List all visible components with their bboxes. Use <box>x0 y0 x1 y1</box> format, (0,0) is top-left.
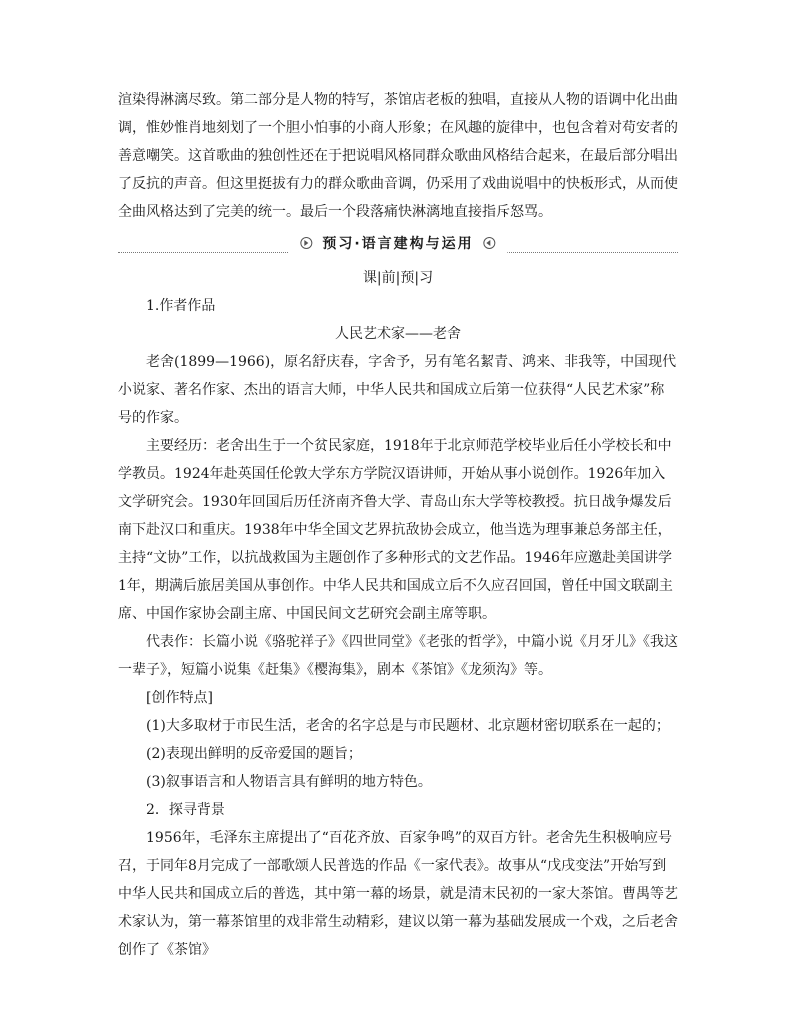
feature-item: (3)叙事语言和人物语言具有鲜明的地方特色。 <box>146 774 432 790</box>
intro-paragraph: 渲染得淋漓尽致。第二部分是人物的特写，茶馆店老板的独唱，直接从人物的语调中化出曲调，惟妙惟肖地刻划了一个胆小怕事的小商人形象；在风趣的旋律中，也包含着对苟安者的善意嘲笑。这首歌曲的独创性还在于把说唱风格同群众歌曲风格结合起来，在最后部分唱出了反抗的声音。但这里挺拔有力的群众歌曲音调，仍采用了戏曲说唱中的快板形式，从而使全曲风格达到了完美的统一。最后一个段落痛快淋漓地直接指斥怒骂。 <box>118 92 678 220</box>
main-content <box>118 264 678 964</box>
subheading: 课|前|预|习 <box>362 270 434 286</box>
background-paragraph: 1956年，毛泽东主席提出了“百花齐放、百家争鸣”的双百方针。老舍先生积极响应号召，于同年8月完成了一部歌颂人民普选的作品《一家代表》。故事从“戊戌变法”开始写到中华人民共和国成立后的普选，其中第一幕的场景，就是清末民初的一家大茶馆。曹禺等艺术家认为，第一幕茶馆里的戏非常生动精彩，建议以第一幕为基础发展成一个戏，之后老舍创作了《茶馆》 <box>118 830 678 958</box>
banner-title: 预习·语言建构与运用 <box>322 236 474 252</box>
section-banner <box>118 230 678 256</box>
play-right-icon <box>300 237 312 249</box>
section1-title: 人民艺术家——老舍 <box>335 326 461 342</box>
section1-heading: 1.作者作品 <box>146 298 216 314</box>
section2-heading: 2．探寻背景 <box>146 802 225 818</box>
experience-paragraph: 主要经历：老舍出生于一个贫民家庭，1918年于北京师范学校毕业后任小学校长和中学教员。1924年赴英国任伦敦大学东方学院汉语讲师，开始从事小说创作。1926年加入文学研究会。1930年回国后历任济南齐鲁大学、青岛山东大学等校教授。抗日战争爆发后南下赴汉口和重庆。1938年中华全国文艺界抗敌协会成立，他当选为理事兼总务部主任，主持“文协”工作，以抗战救国为主题创作了多种形式的文艺作品。1946年应邀赴美国讲学1年，期满后旅居美国从事创作。中华人民共和国成立后不久应召回国，曾任中国文联副主席、中国作家协会副主席、中国民间文艺研究会副主席等职。 <box>118 438 673 622</box>
banner-pill <box>288 233 507 253</box>
feature-item: (2)表现出鲜明的反帝爱国的题旨； <box>146 746 362 762</box>
works-paragraph: 代表作：长篇小说《骆驼祥子》《四世同堂》《老张的哲学》，中篇小说《月牙儿》《我这一辈子》，短篇小说集《赶集》《樱海集》，剧本《茶馆》《龙须沟》等。 <box>118 634 678 678</box>
intro-section <box>118 86 678 226</box>
play-left-icon <box>484 237 496 249</box>
feature-item: (1)大多取材于市民生活，老舍的名字总是与市民题材、北京题材密切联系在一起的； <box>146 718 670 734</box>
features-heading: [创作特点] <box>146 690 213 706</box>
author-intro-paragraph: 老舍(1899—1966)，原名舒庆春，字舍予，另有笔名絜青、鸿来、非我等，中国现代小说家、著名作家、杰出的语言大师，中华人民共和国成立后第一位获得“人民艺术家”称号的作家。 <box>118 354 677 426</box>
